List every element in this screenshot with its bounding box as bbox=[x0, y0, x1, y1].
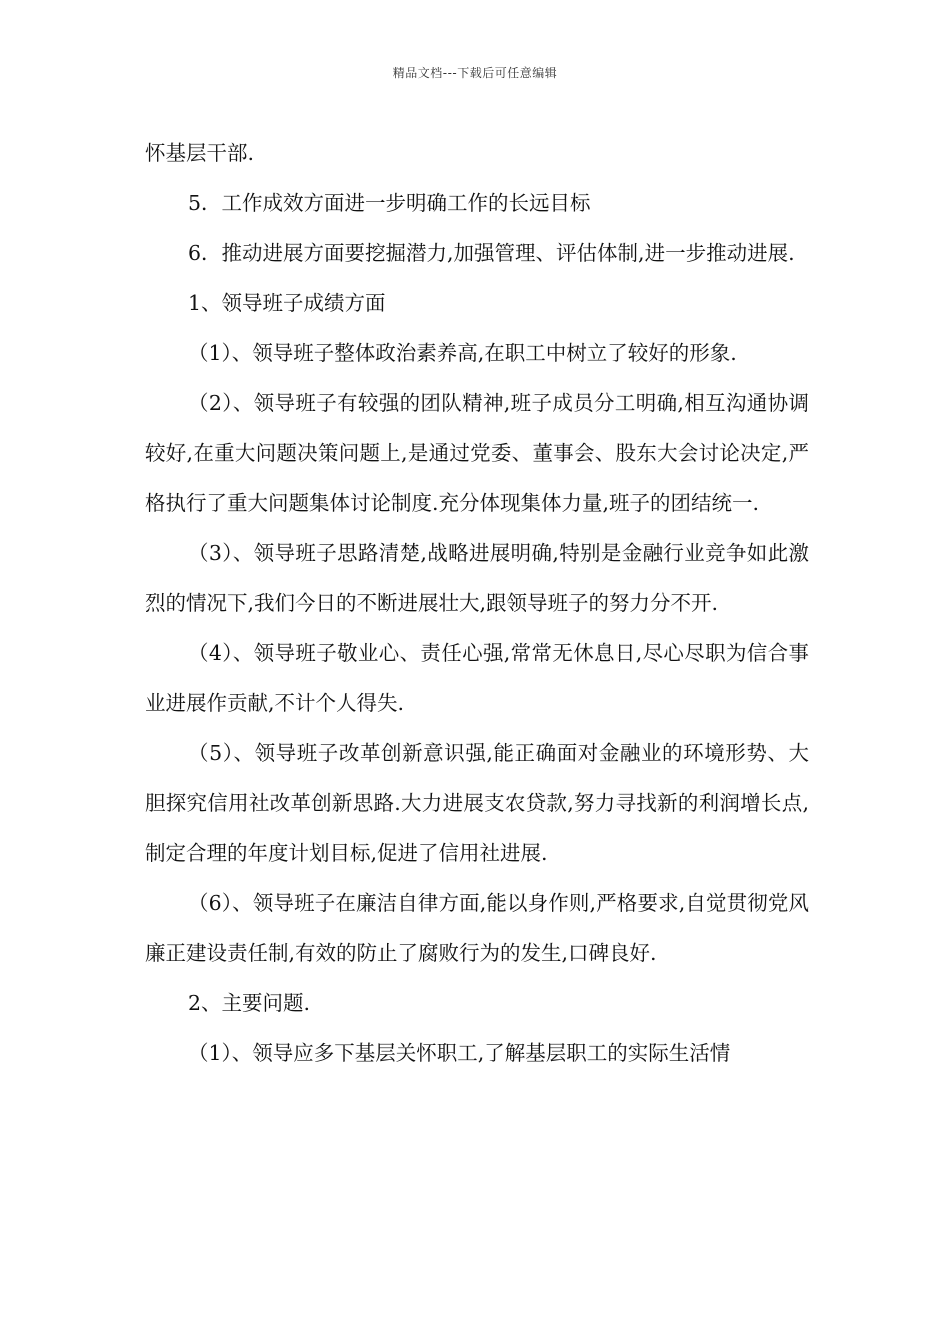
paragraph-achievement-5: （5）、领导班子改革创新意识强,能正确面对金融业的环境形势、大胆探究信用社改革创新思路.大力进展支农贷款,努力寻找新的利润增长点,制定合理的年度计划目标,促进了信用社进展. bbox=[145, 741, 809, 865]
paragraph-achievement-3: （3）、领导班子思路清楚,战略进展明确,特别是金融行业竞争如此激烈的情况下,我们今日的不断进展壮大,跟领导班子的努力分不开. bbox=[145, 541, 809, 615]
section-heading-problems: 2、主要问题. bbox=[188, 991, 311, 1015]
paragraph-achievement-4: （4）、领导班子敬业心、责任心强,常常无休息日,尽心尽职为信合事业进展作贡献,不计个人得失. bbox=[145, 641, 809, 715]
paragraph-item-5: 5．工作成效方面进一步明确工作的长远目标 bbox=[188, 191, 591, 215]
paragraph-continuation: 怀基层干部. bbox=[145, 141, 255, 165]
paragraph-problem-1: （1）、领导应多下基层关怀职工,了解基层职工的实际生活情 bbox=[188, 1041, 731, 1065]
page-header: 精品文档---下载后可任意编辑 bbox=[392, 66, 558, 80]
paragraph-achievement-1: （1）、领导班子整体政治素养高,在职工中树立了较好的形象. bbox=[188, 341, 737, 365]
section-heading-achievements: 1、领导班子成绩方面 bbox=[188, 291, 386, 315]
paragraph-item-6: 6．推动进展方面要挖掘潜力,加强管理、评估体制,进一步推动进展. bbox=[188, 241, 795, 265]
document-body bbox=[145, 128, 809, 1078]
paragraph-achievement-2: （2）、领导班子有较强的团队精神,班子成员分工明确,相互沟通协调较好,在重大问题决策问题上,是通过党委、董事会、股东大会讨论决定,严格执行了重大问题集体讨论制度.充分体现集体力量,班子的团结统一. bbox=[145, 391, 809, 515]
paragraph-achievement-6: （6）、领导班子在廉洁自律方面,能以身作则,严格要求,自觉贯彻党风廉正建设责任制,有效的防止了腐败行为的发生,口碑良好. bbox=[145, 891, 809, 965]
